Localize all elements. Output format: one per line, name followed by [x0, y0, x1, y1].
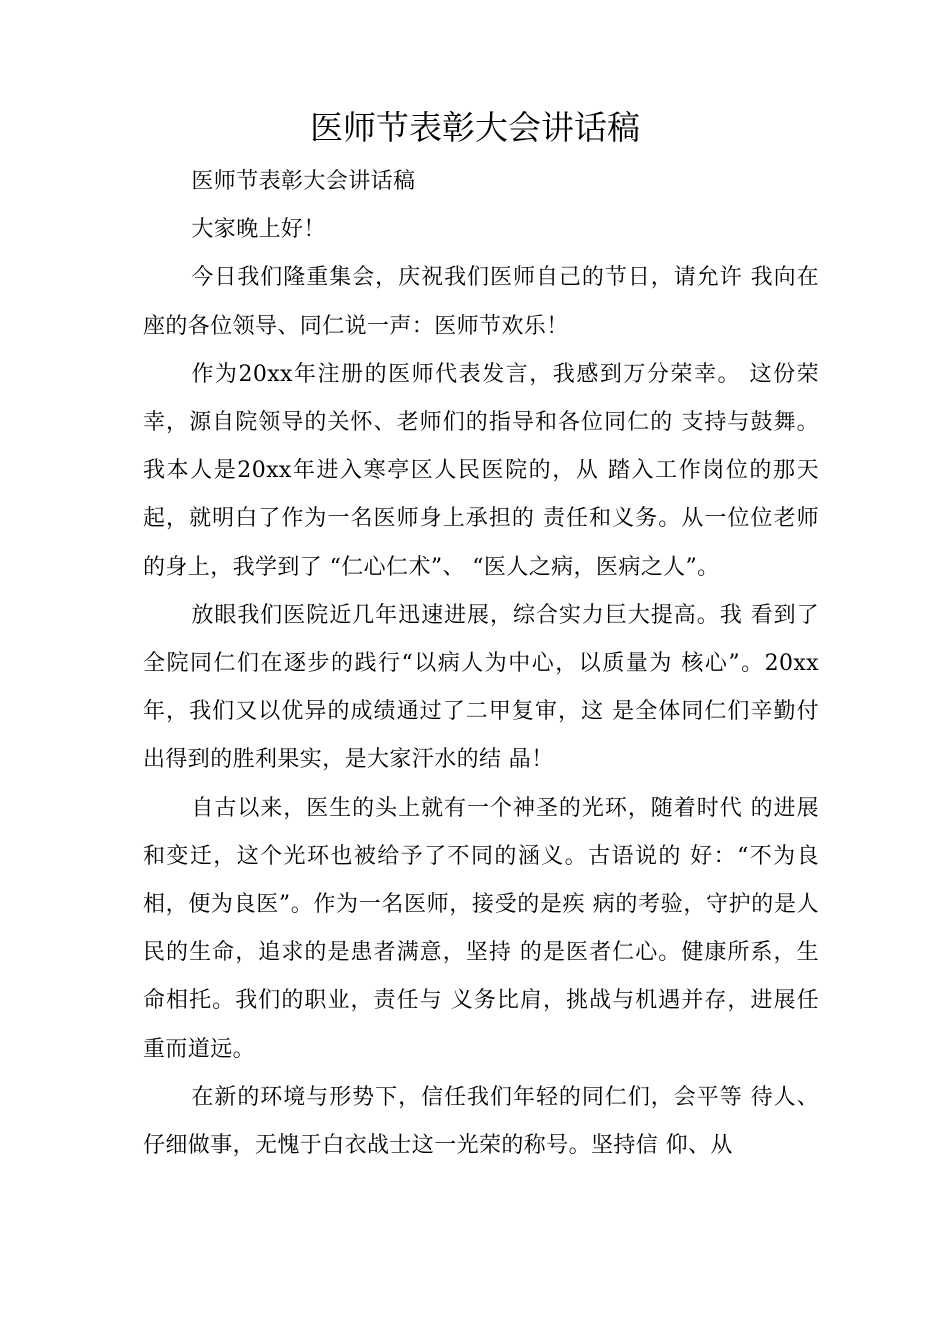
paragraph-greeting: 大家晚上好！ — [191, 217, 326, 243]
paragraph: 今日我们隆重集会，庆祝我们医师自己的节日，请允许 我向在座的各位领导、同仁说一声：医师节欢乐！ — [143, 265, 819, 339]
document-body — [143, 158, 819, 1170]
paragraph: 在新的环境与形势下，信任我们年轻的同仁们，会平等 待人、仔细做事，无愧于白衣战士这一光荣的称号。坚持信 仰、从 — [143, 1084, 819, 1159]
paragraph-subtitle: 医师节表彰大会讲话稿 — [191, 169, 416, 194]
paragraph: 自古以来，医生的头上就有一个神圣的光环，随着时代 的进展和变迁，这个光环也被给予了不同的涵义。古语说的 好：“不为良相，便为良医”。作为一名医师，接受的是疾 病的考验，守护的是人民的生命，追求的是患者满意，坚持 的是医者仁心。健康所系，生命相托。我们的职业，责任与 义务比肩，挑战与机遇并存，进展任重而道远。 — [143, 795, 819, 1062]
document-title: 医师节表彰大会讲话稿 — [310, 108, 640, 147]
paragraph: 放眼我们医院近几年迅速进展，综合实力巨大提高。我 看到了全院同仁们在逐步的践行“以病人为中心，以质量为 核心”。20xx年，我们又以优异的成绩通过了二甲复审，这 是全体同仁们辛勤付出得到的胜利果实，是大家汗水的结 晶！ — [143, 602, 819, 773]
paragraph: 作为20xx年注册的医师代表发言，我感到万分荣幸。 这份荣幸，源自院领导的关怀、老师们的指导和各位同仁的 支持与鼓舞。我本人是20xx年进入寒亭区人民医院的，从 踏入工作岗位的那天起，就明白了作为一名医师身上承担的 责任和义务。从一位位老师的身上，我学到了 “仁心仁术”、 “医人之病，医病之人”。 — [143, 361, 819, 580]
